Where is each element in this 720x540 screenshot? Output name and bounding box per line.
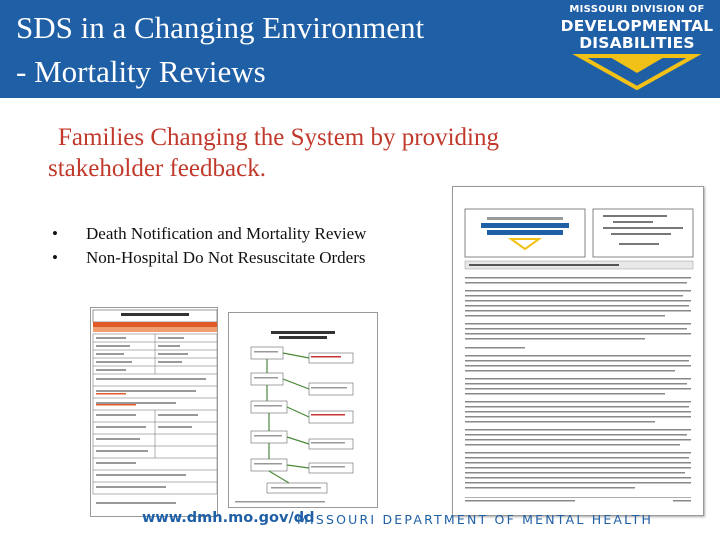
slide-title-line1: SDS in a Changing Environment (16, 10, 425, 45)
mortality-review-form-thumbnail (90, 307, 218, 517)
review-timeline-flowchart-thumbnail (228, 312, 378, 508)
slide-subtitle (48, 122, 608, 184)
title-banner (0, 0, 720, 98)
footer-accent-bar (0, 526, 720, 540)
review-timeline-flowchart-image (229, 313, 378, 508)
mortality-review-form-image (91, 308, 218, 517)
footer-url: www.dmh.mo.gov/dd (142, 510, 315, 526)
footer-department: MISSOURI DEPARTMENT OF MENTAL HEALTH (297, 512, 654, 527)
bullet-item: • Death Notification and Mortality Review (52, 222, 366, 246)
subtitle-line2: stakeholder feedback. (48, 155, 266, 182)
logo-line2: DEVELOPMENTAL (560, 17, 714, 35)
bullet-list (52, 222, 366, 270)
slide-title-line2: - Mortality Reviews (16, 54, 266, 89)
division-logo (558, 4, 716, 94)
policy-document-image (453, 187, 704, 516)
slide-title (16, 6, 556, 94)
logo-line3: DISABILITIES (579, 34, 695, 52)
subtitle-line1: Families Changing the System by providing (58, 124, 499, 151)
bullet-item: • Non-Hospital Do Not Resuscitate Orders (52, 246, 366, 270)
logo-line1: MISSOURI DIVISION OF (569, 4, 705, 15)
policy-document-thumbnail (452, 186, 704, 516)
chevron-logo-icon (558, 54, 716, 94)
